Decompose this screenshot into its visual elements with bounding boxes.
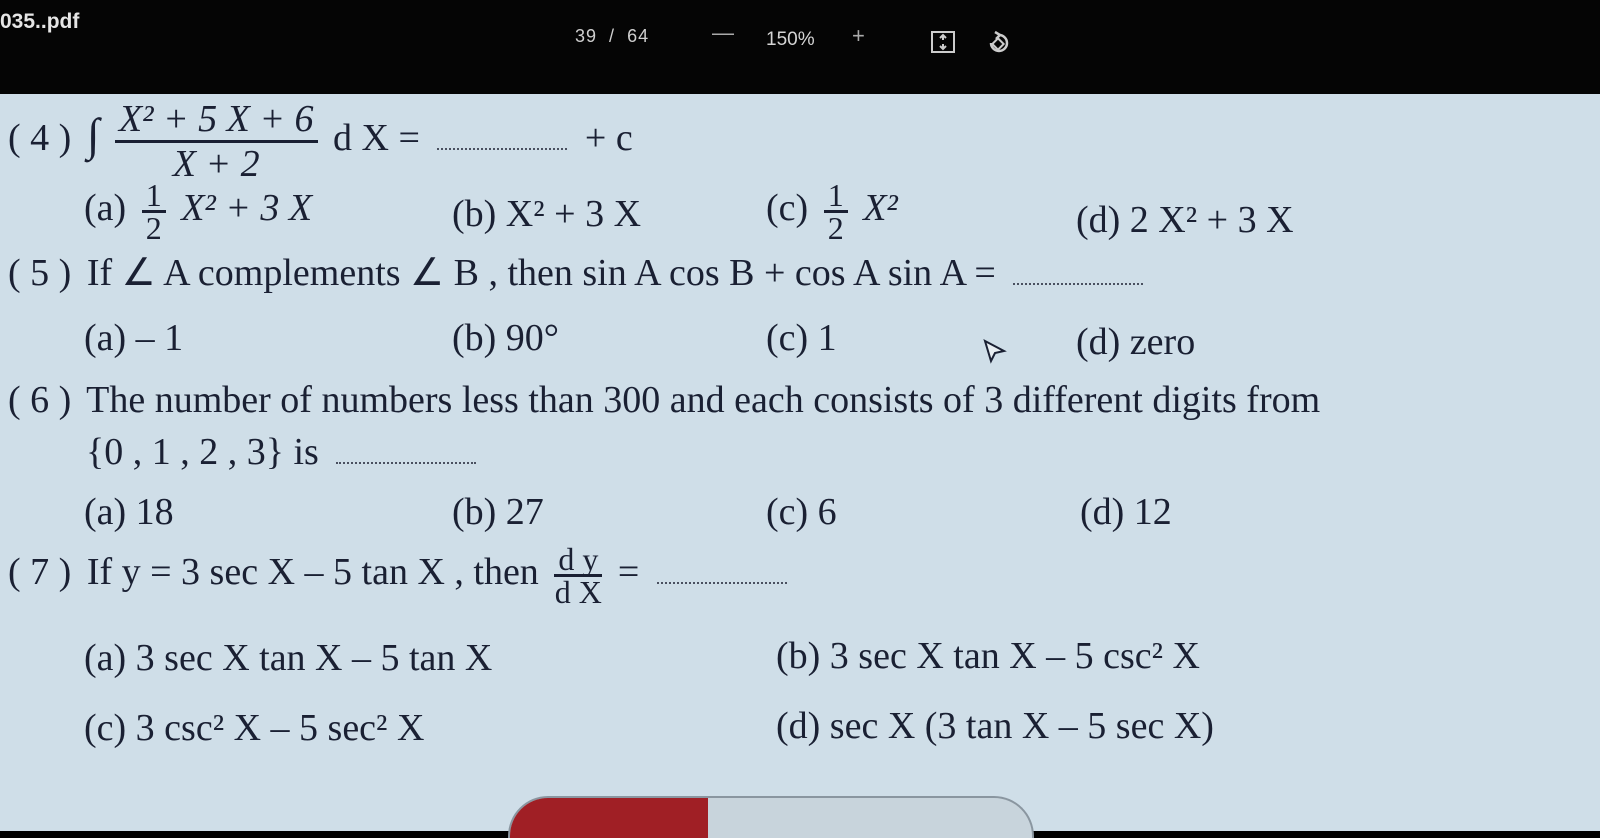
q5-option-d[interactable]: (d) zero (1076, 321, 1196, 363)
question-text: If y = 3 sec X – 5 tan X , then (86, 551, 539, 594)
blank-dots (657, 556, 787, 584)
question-6 (8, 378, 1320, 422)
fraction-numerator: d y (554, 544, 602, 577)
fit-page-icon[interactable] (930, 30, 956, 54)
pdf-toolbar (0, 0, 1600, 96)
option-label: (c) (766, 187, 809, 230)
question-7 (8, 541, 795, 610)
page-indicator (572, 26, 652, 47)
fraction-denominator: 2 (827, 210, 844, 246)
blank-dots (1013, 257, 1143, 285)
integral-sign: ∫ (86, 109, 100, 161)
option-expression: X² (863, 187, 898, 230)
zoom-level[interactable]: 150% (766, 29, 815, 50)
blank-dots (437, 122, 567, 150)
fraction-denominator: d X (554, 574, 602, 610)
q5-option-b[interactable]: (b) 90° (452, 317, 560, 359)
bottom-button-accent (510, 798, 708, 838)
q6-option-a[interactable]: (a) 18 (84, 491, 174, 533)
q4-option-d[interactable]: (d) 2 X² + 3 X (1076, 199, 1294, 241)
q4-option-b[interactable]: (b) X² + 3 X (452, 193, 642, 235)
question-6-continued (86, 430, 484, 474)
q6-option-d[interactable]: (d) 12 (1080, 491, 1172, 533)
pdf-page (0, 94, 1600, 831)
q7-option-c[interactable]: (c) 3 csc² X – 5 sec² X (84, 707, 425, 749)
zoom-in-button[interactable]: + (852, 23, 865, 48)
bottom-action-button[interactable] (508, 796, 1034, 838)
integrand-fraction (115, 98, 318, 185)
question-5 (8, 250, 1151, 295)
question-text: The number of numbers less than 300 and each consists of 3 different digits from (86, 379, 1321, 421)
question-text: If ∠ A complements ∠ B , then sin A cos B + cos A sin A = (86, 252, 996, 294)
constant-term: + c (584, 117, 633, 160)
q5-option-c[interactable]: (c) 1 (766, 317, 837, 359)
derivative-fraction (554, 541, 602, 610)
fraction-denominator: X + 2 (172, 143, 260, 185)
differential: d X = (333, 117, 420, 160)
page-total: 64 (627, 26, 650, 46)
document-title: 035..pdf (0, 10, 80, 33)
question-number: ( 6 ) (8, 379, 72, 421)
zoom-out-button[interactable]: — (712, 20, 734, 45)
q5-option-a[interactable]: (a) – 1 (84, 317, 184, 359)
q7-option-d[interactable]: (d) sec X (3 tan X – 5 sec X) (776, 705, 1214, 747)
mouse-cursor-icon (982, 338, 1008, 364)
option-fraction (142, 177, 166, 246)
fraction-denominator: 2 (145, 210, 162, 246)
question-number: ( 7 ) (8, 551, 72, 594)
fraction-numerator: 1 (142, 180, 166, 213)
option-expression: X² + 3 X (181, 187, 313, 230)
equals-sign: = (617, 551, 640, 594)
question-4 (8, 98, 633, 185)
page-current[interactable]: 39 (575, 26, 598, 46)
q6-option-b[interactable]: (b) 27 (452, 491, 544, 533)
rotate-icon[interactable] (984, 28, 1014, 58)
question-text-line2: {0 , 1 , 2 , 3} is (86, 431, 319, 473)
fraction-numerator: 1 (824, 180, 848, 213)
q7-option-a[interactable]: (a) 3 sec X tan X – 5 tan X (84, 637, 493, 679)
q4-option-a[interactable] (84, 177, 313, 246)
question-number: ( 4 ) (8, 117, 72, 160)
q6-option-c[interactable]: (c) 6 (766, 491, 837, 533)
question-number: ( 5 ) (8, 252, 72, 294)
blank-dots (336, 436, 476, 464)
option-label: (a) (84, 187, 127, 230)
q4-option-c[interactable] (766, 177, 898, 246)
q7-option-b[interactable]: (b) 3 sec X tan X – 5 csc² X (776, 635, 1200, 677)
page-separator: / (609, 26, 616, 46)
option-fraction (824, 177, 848, 246)
fraction-numerator: X² + 5 X + 6 (115, 98, 318, 143)
